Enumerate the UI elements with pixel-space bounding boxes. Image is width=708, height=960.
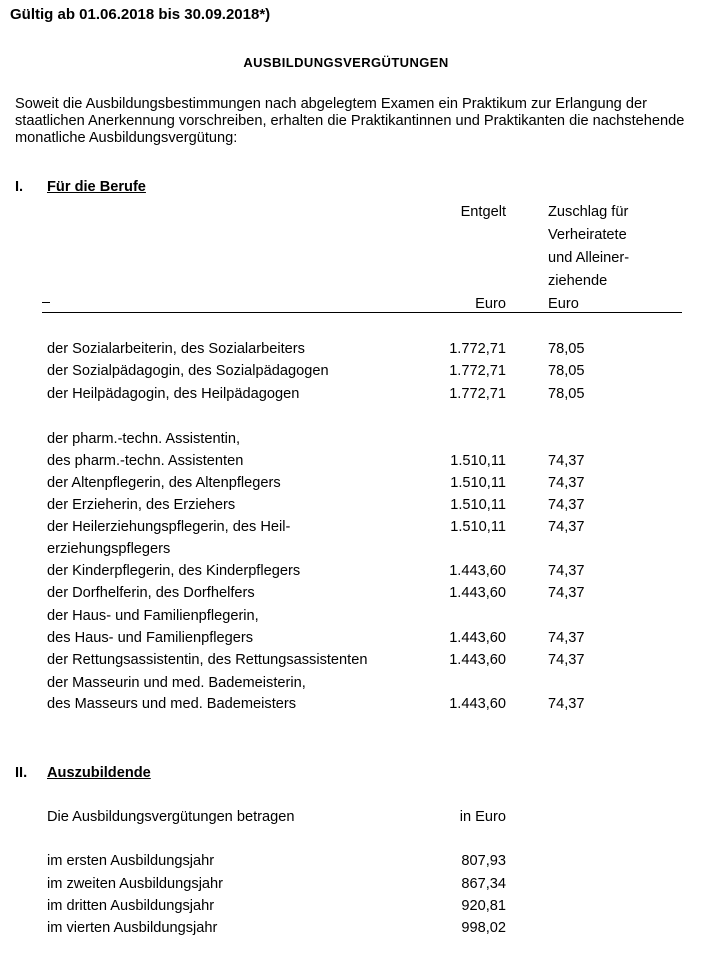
table-row-label: der Heilerziehungspflegerin, des Heil- [47,519,291,535]
list-item-label: im ersten Ausbildungsjahr [47,853,215,869]
table-row-zuschlag: 74,37 [548,585,585,601]
table-row-zuschlag: 74,37 [548,563,585,579]
table-row-entgelt: 1.772,71 [449,363,506,379]
section2-unit-label: in Euro [459,809,506,825]
table-row-label: der Haus- und Familienpflegerin, [47,608,259,624]
table-row-entgelt: 1.772,71 [449,386,506,402]
section2-intro-label: Die Ausbildungsvergütungen betragen [47,809,295,825]
col-entgelt-header: Entgelt [460,204,506,220]
list-item-value: 807,93 [461,853,506,869]
table-row-label: der Erzieherin, des Erziehers [47,497,236,513]
table-row-entgelt: 1.443,60 [449,630,506,646]
col-zuschlag-header-3: und Alleiner- [548,250,630,266]
list-item-label: im dritten Ausbildungsjahr [47,898,215,914]
table-row-label: der Sozialpädagogin, des Sozialpädagogen [47,363,329,379]
col-zuschlag-header-1: Zuschlag für [548,204,629,220]
table-row-zuschlag: 78,05 [548,363,585,379]
table-row-label: der pharm.-techn. Assistentin, [47,431,241,447]
table-row-label: der Rettungsassistentin, des Rettungsassistenten [47,652,368,668]
table-row-label: der Dorfhelferin, des Dorfhelfers [47,585,255,601]
table-row-zuschlag: 78,05 [548,341,585,357]
col-entgelt-unit: Euro [475,296,506,312]
table-row-zuschlag: 74,37 [548,519,585,535]
list-item-label: im zweiten Ausbildungsjahr [47,876,224,892]
list-item-value: 867,34 [461,876,506,892]
table-row-zuschlag: 74,37 [548,475,585,491]
section2-number: II. [15,765,28,781]
list-item-value: 920,81 [461,898,506,914]
table-row-entgelt: 1.772,71 [449,341,506,357]
table-row-entgelt: 1.510,11 [450,453,506,469]
table-row-label: der Kinderpflegerin, des Kinderpflegers [47,563,301,579]
table-row-zuschlag: 74,37 [548,630,585,646]
list-item-label: im vierten Ausbildungsjahr [47,920,218,936]
table-row-zuschlag: 74,37 [548,696,585,712]
table-row-entgelt: 1.443,60 [449,652,506,668]
col-zuschlag-header-4: ziehende [548,273,608,289]
validity-header: Gültig ab 01.06.2018 bis 30.09.2018*) [10,6,271,23]
table-row-zuschlag: 74,37 [548,652,585,668]
section2-title: Auszubildende [47,765,151,781]
table-row-entgelt: 1.443,60 [449,563,506,579]
table-row-entgelt: 1.443,60 [449,585,506,601]
table-row-entgelt: 1.443,60 [449,696,506,712]
table-row-label: des pharm.-techn. Assistenten [47,453,244,469]
intro-paragraph: Soweit die Ausbildungsbestimmungen nach abgelegtem Examen ein Praktikum zur Erlangung der staatlichen Anerkennung vorschreiben, erhalten die Praktikantinnen und Praktikanten die nachstehende monatliche Ausbildungsvergütung: [15,96,685,146]
page-title: AUSBILDUNGSVERGÜTUNGEN [243,55,449,70]
table-row-label: des Masseurs und med. Bademeisters [47,696,297,712]
header-dash [42,302,50,303]
table-row-label: der Masseurin und med. Bademeisterin, [47,675,306,691]
table-row-label: der Altenpflegerin, des Altenpflegers [47,475,281,491]
table-row-zuschlag: 74,37 [548,453,585,469]
section1-title: Für die Berufe [47,179,146,195]
table-row-entgelt: 1.510,11 [450,519,506,535]
header-rule [42,312,682,313]
section1-number: I. [15,179,24,195]
col-zuschlag-unit: Euro [548,296,579,312]
table-row-entgelt: 1.510,11 [450,475,506,491]
table-row-entgelt: 1.510,11 [450,497,506,513]
table-row-label: der Sozialarbeiterin, des Sozialarbeiters [47,341,305,357]
table-row-zuschlag: 74,37 [548,497,585,513]
table-row-label: der Heilpädagogin, des Heilpädagogen [47,386,300,402]
table-row-label: erziehungspflegers [47,541,171,557]
list-item-value: 998,02 [461,920,506,936]
table-row-label: des Haus- und Familienpflegers [47,630,254,646]
col-zuschlag-header-2: Verheiratete [548,227,627,243]
table-row-zuschlag: 78,05 [548,386,585,402]
